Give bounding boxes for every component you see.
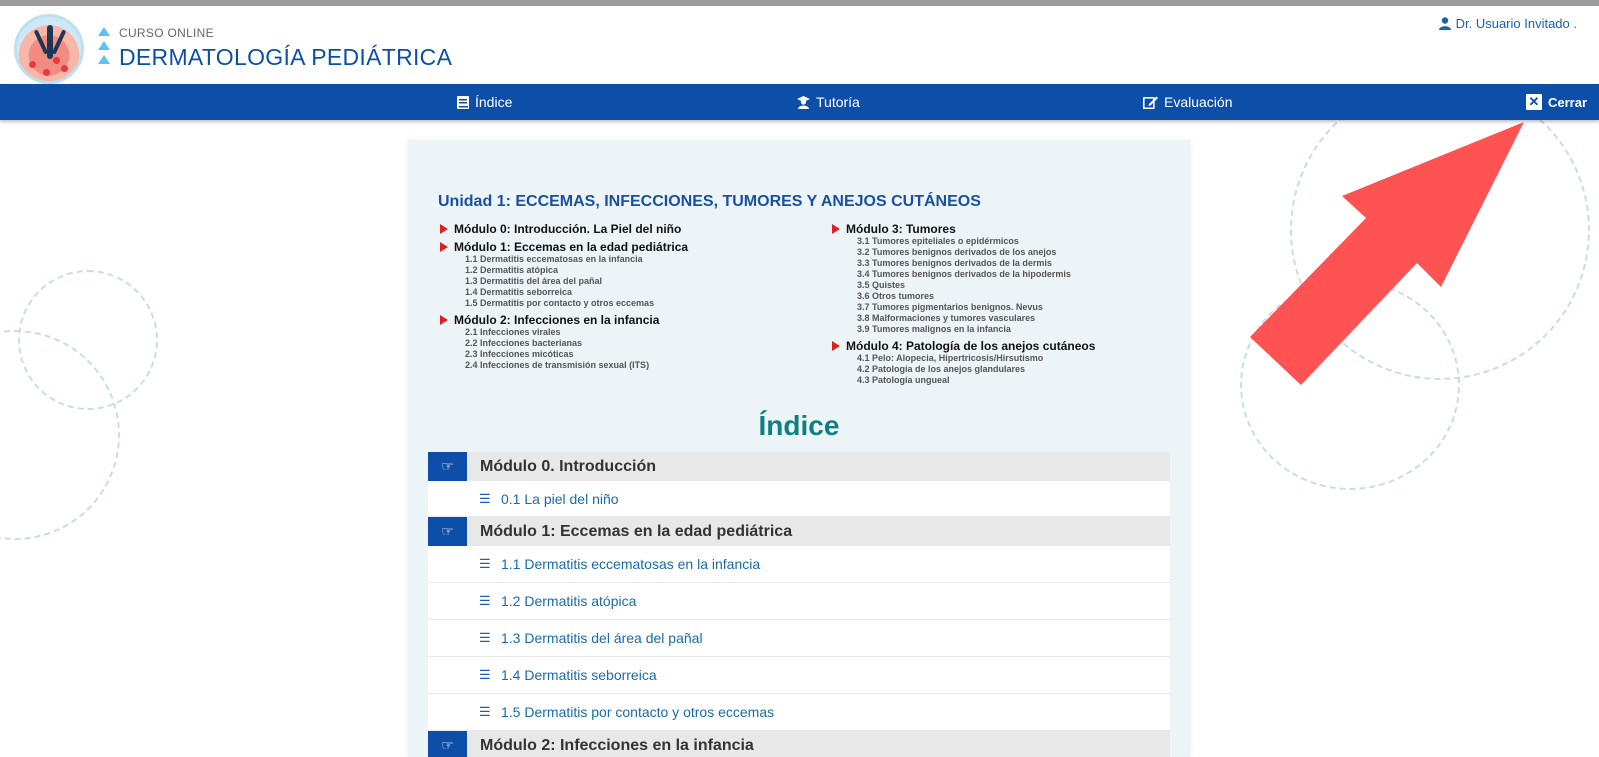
nav-indice-label: Índice bbox=[475, 94, 513, 110]
list-item-link[interactable]: 0.1 La piel del niño bbox=[501, 490, 619, 507]
list-icon: ☰ bbox=[479, 630, 491, 645]
unit-sub-item: 4.1 Pelo: Alopecia, Hipertricosis/Hirsutismo bbox=[857, 353, 1044, 363]
pointer-arrow-icon bbox=[1250, 118, 1530, 398]
nav-evaluacion-label: Evaluación bbox=[1164, 94, 1233, 110]
list-item-link[interactable]: 1.1 Dermatitis eccematosas en la infancia bbox=[501, 556, 761, 572]
edit-icon bbox=[1143, 95, 1158, 109]
module-label: Módulo 0. Introducción bbox=[480, 457, 656, 475]
module-header-0[interactable] bbox=[428, 452, 1170, 481]
list-item[interactable] bbox=[428, 620, 1170, 657]
list-item[interactable] bbox=[428, 694, 1170, 731]
unit-module-title: Módulo 2: Infecciones en la infancia bbox=[440, 313, 820, 327]
main-nav bbox=[0, 84, 1599, 120]
unit-module-title: Módulo 3: Tumores bbox=[832, 222, 1172, 236]
unit-sub-item: 3.1 Tumores epiteliales o epidérmicos bbox=[857, 236, 1019, 246]
brand-triangle-icon bbox=[98, 27, 110, 36]
list-icon: ☰ bbox=[479, 667, 491, 682]
unit-sub-item: 2.1 Infecciones virales bbox=[465, 327, 561, 337]
user-menu[interactable] bbox=[1439, 16, 1577, 31]
nav-indice[interactable] bbox=[457, 84, 512, 120]
unit-modules-left bbox=[440, 218, 820, 371]
unit-module-title: Módulo 4: Patología de los anejos cutáneos bbox=[832, 339, 1172, 353]
list-icon: ☰ bbox=[479, 704, 491, 719]
brand-triangle-icon bbox=[98, 41, 110, 50]
unit-module-title: Módulo 0: Introducción. La Piel del niño bbox=[440, 222, 820, 236]
pointing-hand-icon: ☞ bbox=[428, 517, 467, 546]
unit-sub-item: 1.3 Dermatitis del área del pañal bbox=[465, 276, 603, 286]
indice-heading: Índice bbox=[758, 410, 840, 441]
list-icon: ☰ bbox=[479, 593, 491, 608]
unit-sub-item: 1.5 Dermatitis por contacto y otros eccemas bbox=[465, 298, 655, 308]
unit-title: Unidad 1: ECCEMAS, INFECCIONES, TUMORES Y ANEJOS CUTÁNEOS bbox=[438, 193, 981, 210]
site-header bbox=[0, 6, 1599, 84]
unit-sub-item: 1.1 Dermatitis eccematosas en la infancia bbox=[465, 254, 643, 264]
module-header-1[interactable] bbox=[428, 517, 1170, 546]
logo-icon[interactable] bbox=[14, 14, 84, 84]
unit-sub-item: 1.2 Dermatitis atópica bbox=[465, 265, 559, 275]
brand-subtitle: CURSO ONLINE bbox=[119, 26, 214, 40]
unit-sub-item: 3.4 Tumores benignos derivados de la hipodermis bbox=[857, 269, 1071, 279]
unit-sub-item: 3.8 Malformaciones y tumores vasculares bbox=[857, 313, 1036, 323]
unit-sub-item: 3.5 Quistes bbox=[857, 280, 906, 290]
pointing-hand-icon: ☞ bbox=[428, 452, 467, 481]
book-icon bbox=[457, 96, 469, 109]
nav-evaluacion[interactable] bbox=[1143, 84, 1233, 120]
brand-title: DERMATOLOGÍA PEDIÁTRICA bbox=[119, 44, 453, 70]
teacher-icon bbox=[797, 96, 810, 109]
user-icon bbox=[1439, 17, 1451, 30]
list-icon: ☰ bbox=[479, 490, 491, 506]
module-header-2[interactable] bbox=[428, 731, 1170, 757]
unit-sub-item: 3.3 Tumores benignos derivados de la dermis bbox=[857, 258, 1052, 268]
unit-module-title: Módulo 1: Eccemas en la edad pediátrica bbox=[440, 240, 820, 254]
brand-triangle-icon bbox=[98, 55, 110, 64]
list-item[interactable] bbox=[428, 546, 1170, 583]
list-item-link[interactable]: 1.5 Dermatitis por contacto y otros eccemas bbox=[501, 704, 775, 720]
unit-sub-item: 4.2 Patología de los anejos glandulares bbox=[857, 364, 1026, 374]
pointing-hand-icon: ☞ bbox=[428, 731, 467, 757]
list-item-link[interactable]: 1.4 Dermatitis seborreica bbox=[501, 667, 657, 683]
unit-sub-item: 2.4 Infecciones de transmisión sexual (ITS) bbox=[465, 360, 650, 370]
list-item-link[interactable]: 1.2 Dermatitis atópica bbox=[501, 593, 637, 609]
list-icon: ☰ bbox=[479, 556, 491, 571]
unit-modules-right bbox=[832, 218, 1172, 386]
list-item-link[interactable]: 1.3 Dermatitis del área del pañal bbox=[501, 630, 703, 646]
unit-sub-item: 1.4 Dermatitis seborreica bbox=[465, 287, 573, 297]
list-item[interactable] bbox=[428, 481, 1170, 517]
unit-sub-item: 4.3 Patología ungueal bbox=[857, 375, 950, 385]
unit-sub-item: 2.2 Infecciones bacterianas bbox=[465, 338, 583, 348]
user-name: Dr. Usuario Invitado . bbox=[1455, 16, 1577, 31]
close-label: Cerrar bbox=[1548, 94, 1588, 110]
unit-sub-item: 3.2 Tumores benignos derivados de los anejos bbox=[857, 247, 1057, 257]
nav-tutoria[interactable] bbox=[797, 84, 860, 120]
unit-sub-item: 3.7 Tumores pigmentarios benignos. Nevus bbox=[857, 302, 1043, 312]
unit-sub-item: 2.3 Infecciones micóticas bbox=[465, 349, 574, 359]
module-label: Módulo 1: Eccemas en la edad pediátrica bbox=[480, 522, 793, 540]
close-icon: ✕ bbox=[1526, 94, 1542, 110]
unit-sub-item: 3.9 Tumores malignos en la infancia bbox=[857, 324, 1011, 334]
nav-tutoria-label: Tutoría bbox=[816, 94, 860, 110]
module-label: Módulo 2: Infecciones en la infancia bbox=[480, 736, 754, 754]
list-item[interactable] bbox=[428, 657, 1170, 694]
unit-sub-item: 3.6 Otros tumores bbox=[857, 291, 935, 301]
list-item[interactable] bbox=[428, 583, 1170, 620]
close-button[interactable] bbox=[1526, 84, 1587, 120]
